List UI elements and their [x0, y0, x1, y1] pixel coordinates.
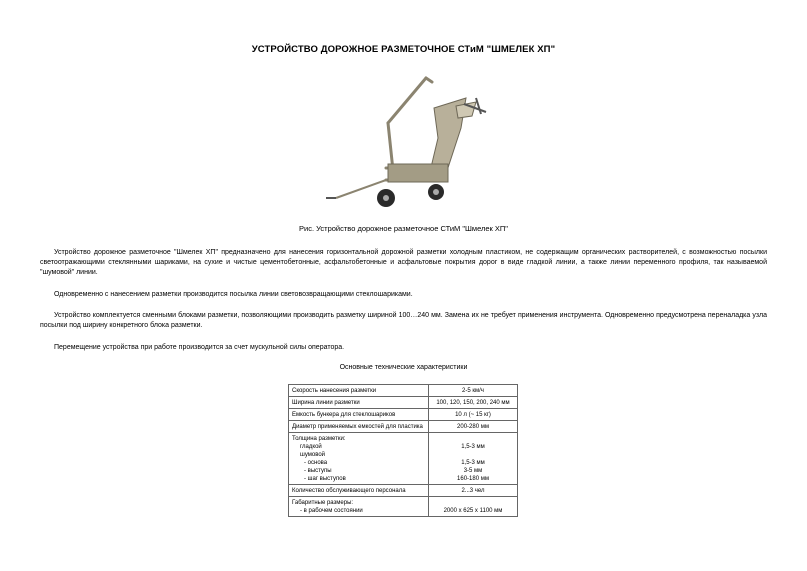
table-row	[289, 433, 518, 485]
spec-label: Количество обслуживающего персонала	[289, 485, 429, 497]
table-row	[289, 397, 518, 409]
spec-sub-value: 1,5-3 мм	[461, 459, 485, 466]
spec-sub-label: - основа	[304, 459, 328, 466]
page-title: УСТРОЙСТВО ДОРОЖНОЕ РАЗМЕТОЧНОЕ СТиМ "ШМЕЛЕК ХП"	[251, 44, 556, 55]
table-row	[289, 497, 518, 517]
spec-sub-label: гладкой	[300, 443, 322, 450]
table-row	[289, 421, 518, 433]
table-row	[289, 409, 518, 421]
spec-label: Ширина линии разметки	[289, 397, 429, 409]
spec-label	[289, 433, 429, 485]
specs-table	[288, 384, 518, 517]
spec-value: 10 л (~ 15 кг)	[429, 409, 518, 421]
spec-sub-value: 2000 x 625 x 1100 мм	[443, 507, 503, 514]
spec-value	[429, 433, 518, 485]
spec-group-label: Габаритные размеры:	[292, 499, 354, 506]
spec-label	[289, 497, 429, 517]
spec-value: 2...3 чел	[429, 485, 518, 497]
spec-label: Скорость нанесения разметки	[289, 385, 429, 397]
paragraph-beads: Одновременно с нанесением разметки производится посылка линии световозвращающими стеклошариками.	[54, 291, 413, 298]
paragraph-movement: Перемещение устройства при работе производится за счет мускульной силы оператора.	[54, 344, 345, 351]
spec-sub-value: 160-180 мм	[457, 475, 489, 482]
spec-sub-value: 3-5 мм	[463, 467, 483, 474]
spec-sub-label: - шаг выступов	[304, 475, 346, 482]
spec-label: Диаметр применяемых емкостей для пластика	[289, 421, 429, 433]
spec-value	[429, 497, 518, 517]
spec-value: 100, 120, 150, 200, 240 мм	[429, 397, 518, 409]
spec-label: Емкость бункера для стеклошариков	[289, 409, 429, 421]
spec-group-label: Толщина разметки:	[292, 435, 346, 442]
spec-value: 2-5 км/ч	[429, 385, 518, 397]
figure-caption: Рис. Устройство дорожное разметочное СТиМ "Шмелек ХП"	[299, 224, 508, 233]
spec-sub-label: - выступы	[304, 467, 332, 474]
table-title: Основные технические характеристики	[339, 364, 468, 371]
spec-sub-label: шумовой	[300, 451, 326, 458]
paragraph-purpose: Устройство дорожное разметочное "Шмелек ХП" предназначено для нанесения горизонтальной дорожной разметки холодным пластиком, не содержащим органических растворителей, с возможностью посылки светоотражающими стеклянными шариками, на сухие и чистые цементобетонные, асфальтобетонные и асфальтовые покрытия дорог в виде гладкой линии, а также линии переменного профиля, так называемой "шумовой" линии.	[40, 249, 767, 276]
spec-sub-label: - в рабочем состоянии	[300, 507, 363, 514]
table-row	[289, 385, 518, 397]
spec-sub-value: 1,5-3 мм	[461, 443, 485, 450]
paragraph-blocks: Устройство комплектуется сменными блоками разметки, позволяющими производить разметку шириной 100…240 мм. Замена их не требует применения инструмента. Одновременно предусмотрена переналадка узла посылки под ширину конкретного блока разметки.	[40, 312, 767, 329]
spec-value: 200-280 мм	[429, 421, 518, 433]
road-marking-machine-photo	[316, 68, 496, 218]
table-row	[289, 485, 518, 497]
